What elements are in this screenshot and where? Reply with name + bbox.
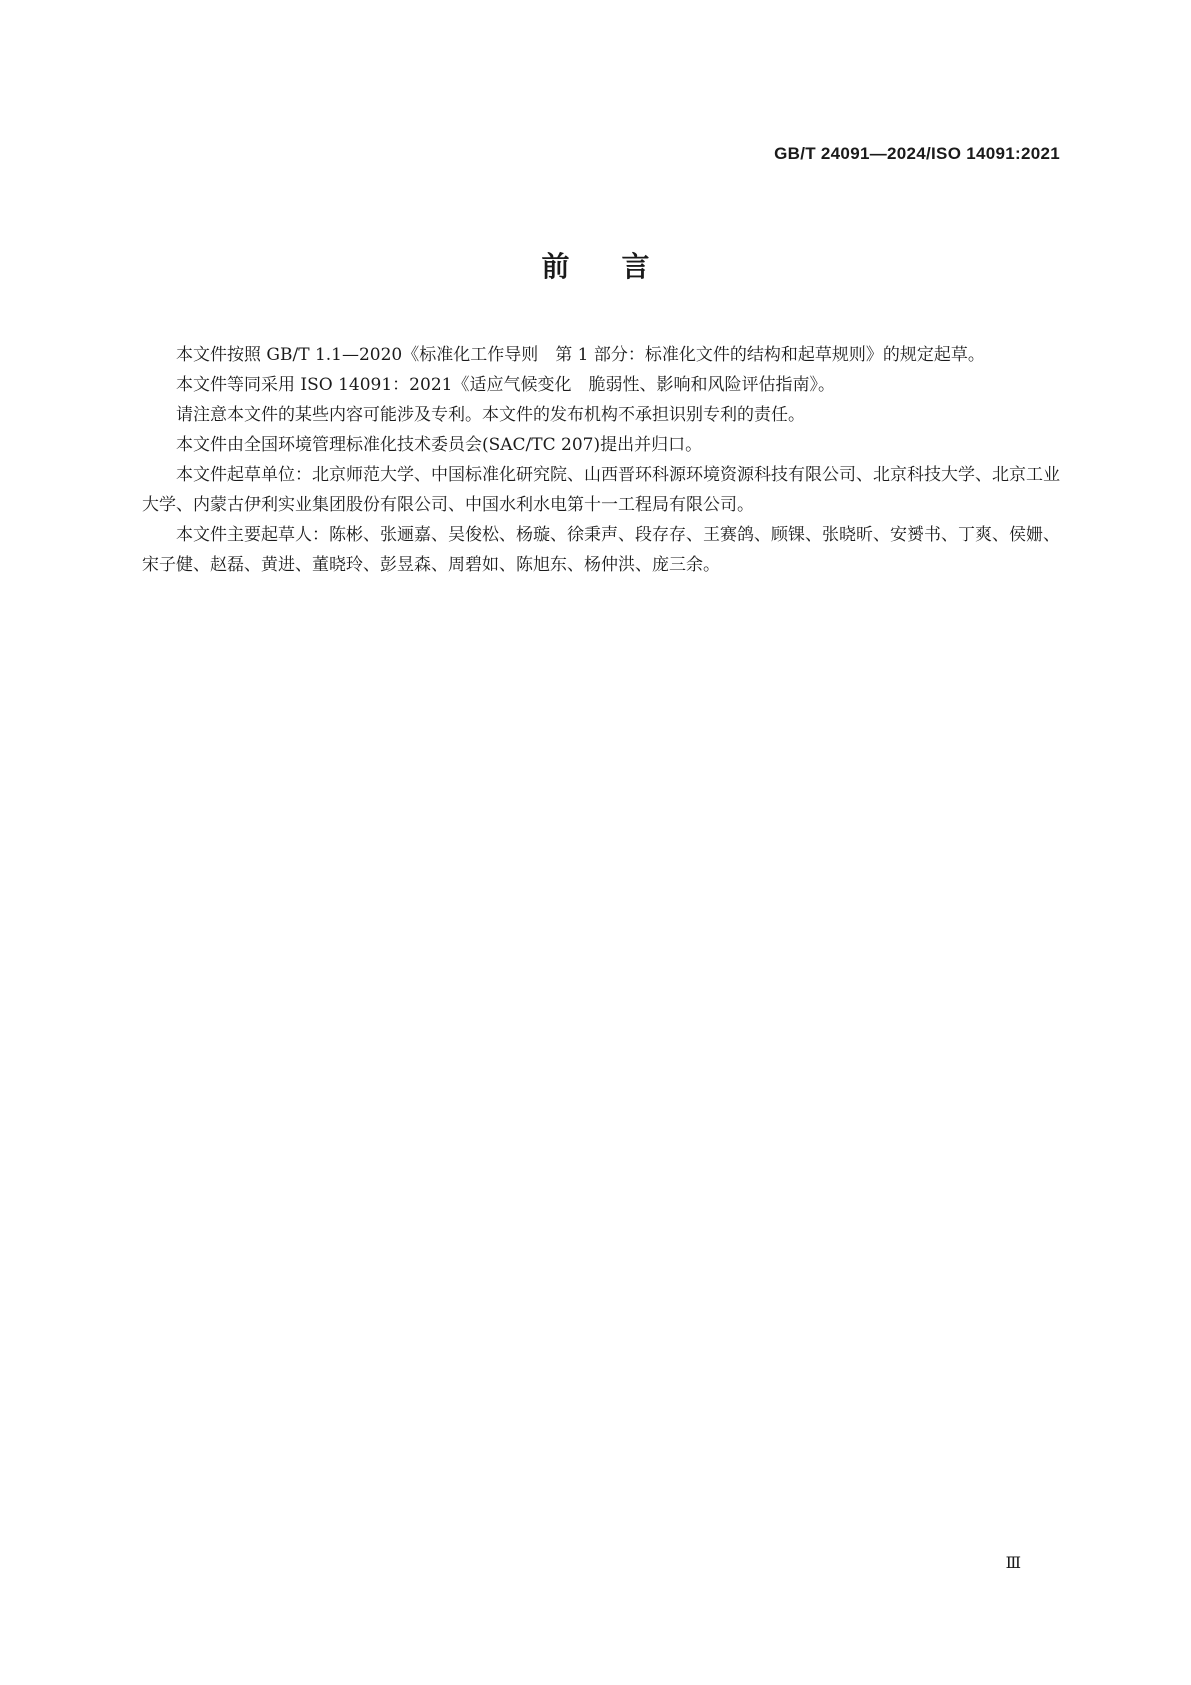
paragraph-patent-notice: 请注意本文件的某些内容可能涉及专利。本文件的发布机构不承担识别专利的责任。 [176, 405, 805, 425]
page-title: 前言 [541, 250, 702, 283]
standard-code: GB/T 24091—2024/ISO 14091:2021 [774, 144, 1060, 163]
paragraph-iso-adoption: 本文件等同采用 ISO 14091：2021《适应气候变化 脆弱性、影响和风险评估指南》。 [176, 375, 835, 395]
paragraph-drafting-units: 本文件起草单位：北京师范大学、中国标准化研究院、山西晋环科源环境资源科技有限公司、北京科技大学、北京工业大学、内蒙古伊利实业集团股份有限公司、中国水利水电第十一工程局有限公司。 [142, 465, 1060, 515]
foreword-body [142, 340, 1060, 580]
page-number: Ⅲ [1005, 1553, 1021, 1572]
paragraph-committee: 本文件由全国环境管理标准化技术委员会(SAC/TC 207)提出并归口。 [176, 435, 703, 455]
paragraph-drafting-rules: 本文件按照 GB/T 1.1—2020《标准化工作导则 第 1 部分：标准化文件的结构和起草规则》的规定起草。 [176, 345, 985, 365]
paragraph-drafters: 本文件主要起草人：陈彬、张逦嘉、吴俊松、杨璇、徐秉声、段存存、王赛鸽、顾锞、张晓昕、安赟书、丁爽、侯姗、宋子健、赵磊、黄进、董晓玲、彭昱森、周碧如、陈旭东、杨仲洪、庞三余。 [142, 525, 1060, 575]
